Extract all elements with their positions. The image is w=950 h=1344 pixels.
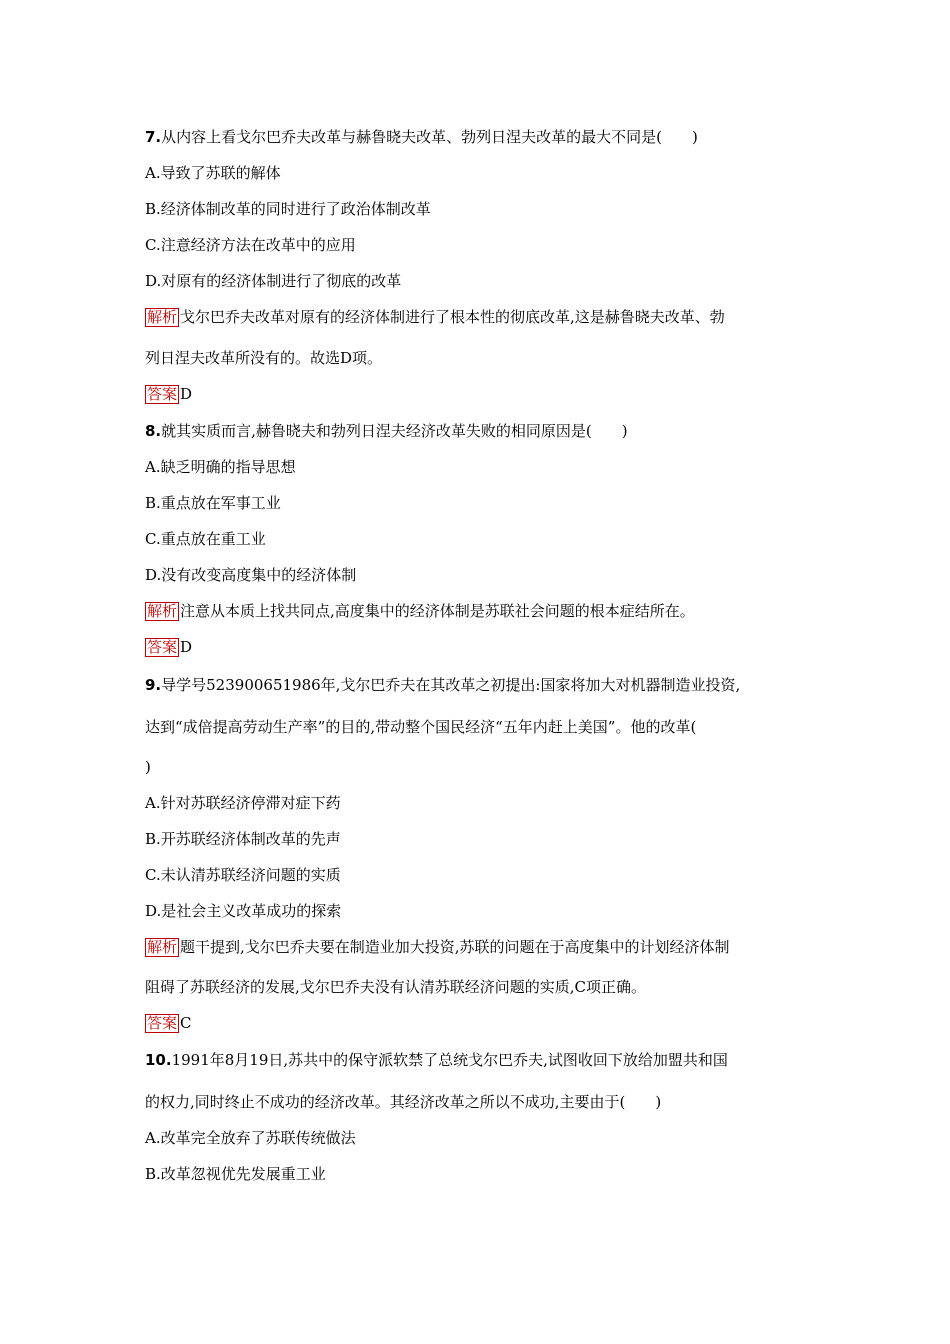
- q9-analysis-line-2: 阻碍了苏联经济的发展,戈尔巴乔夫没有认清苏联经济问题的实质,C项正确。: [145, 978, 647, 996]
- answer-value: C: [180, 1014, 192, 1032]
- q7-analysis-line-1: [145, 307, 725, 327]
- q8-option-d: D.没有改变高度集中的经济体制: [145, 566, 357, 584]
- question-number: 9.: [145, 676, 162, 694]
- q10-stem-line-1: [145, 1050, 728, 1070]
- q9-stem-line-3: ): [145, 758, 151, 776]
- answer-tag: 答案: [147, 1014, 178, 1032]
- analysis-tag: 解析: [147, 308, 178, 326]
- analysis-text: 戈尔巴乔夫改革对原有的经济体制进行了根本性的彻底改革,这是赫鲁晓夫改革、勃: [180, 308, 725, 326]
- q9-option-a: A.针对苏联经济停滞对症下药: [145, 794, 341, 812]
- answer-value: D: [180, 638, 193, 656]
- q8-option-c: C.重点放在重工业: [145, 530, 266, 548]
- q10-option-b: B.改革忽视优先发展重工业: [145, 1165, 326, 1183]
- q9-answer: [145, 1013, 192, 1033]
- question-text: 就其实质而言,赫鲁晓夫和勃列日涅夫经济改革失败的相同原因是( ): [161, 422, 628, 440]
- analysis-tag: 解析: [147, 938, 178, 956]
- question-number: 7.: [145, 128, 162, 146]
- q7-option-c: C.注意经济方法在改革中的应用: [145, 236, 356, 254]
- analysis-text: 注意从本质上找共同点,高度集中的经济体制是苏联社会问题的根本症结所在。: [180, 602, 695, 620]
- answer-tag: 答案: [147, 385, 178, 403]
- q8-analysis-line-1: [145, 601, 695, 621]
- q9-analysis-line-1: [145, 937, 730, 957]
- q7-stem: [145, 127, 698, 147]
- q7-answer: [145, 384, 192, 404]
- q10-stem-line-2: 的权力,同时终止不成功的经济改革。其经济改革之所以不成功,主要由于( ): [145, 1093, 662, 1111]
- q8-option-a: A.缺乏明确的指导思想: [145, 458, 296, 476]
- q8-answer: [145, 637, 192, 657]
- q7-option-a: A.导致了苏联的解体: [145, 164, 281, 182]
- q9-stem-line-2: 达到“成倍提高劳动生产率”的目的,带动整个国民经济“五年内赶上美国”。他的改革(: [145, 718, 697, 736]
- q9-option-d: D.是社会主义改革成功的探索: [145, 902, 342, 920]
- question-text: 从内容上看戈尔巴乔夫改革与赫鲁晓夫改革、勃列日涅夫改革的最大不同是( ): [161, 128, 698, 146]
- q9-option-c: C.未认清苏联经济问题的实质: [145, 866, 341, 884]
- q7-option-b: B.经济体制改革的同时进行了政治体制改革: [145, 200, 431, 218]
- q9-option-b: B.开苏联经济体制改革的先声: [145, 830, 341, 848]
- q7-analysis-line-2: 列日涅夫改革所没有的。故选D项。: [145, 349, 383, 367]
- q9-stem-line-1: [145, 675, 740, 695]
- question-number: 8.: [145, 422, 162, 440]
- answer-value: D: [180, 385, 193, 403]
- question-text: 导学号523900651986年,戈尔巴乔夫在其改革之初提出:国家将加大对机器制造业投资,: [161, 676, 741, 694]
- analysis-text: 题干提到,戈尔巴乔夫要在制造业加大投资,苏联的问题在于高度集中的计划经济体制: [180, 938, 730, 956]
- q8-option-b: B.重点放在军事工业: [145, 494, 281, 512]
- question-text: 1991年8月19日,苏共中的保守派软禁了总统戈尔巴乔夫,试图收回下放给加盟共和国: [171, 1051, 728, 1069]
- analysis-tag: 解析: [147, 602, 178, 620]
- q7-option-d: D.对原有的经济体制进行了彻底的改革: [145, 272, 402, 290]
- question-number: 10.: [145, 1051, 172, 1069]
- answer-tag: 答案: [147, 638, 178, 656]
- q10-option-a: A.改革完全放弃了苏联传统做法: [145, 1129, 356, 1147]
- q8-stem: [145, 421, 628, 441]
